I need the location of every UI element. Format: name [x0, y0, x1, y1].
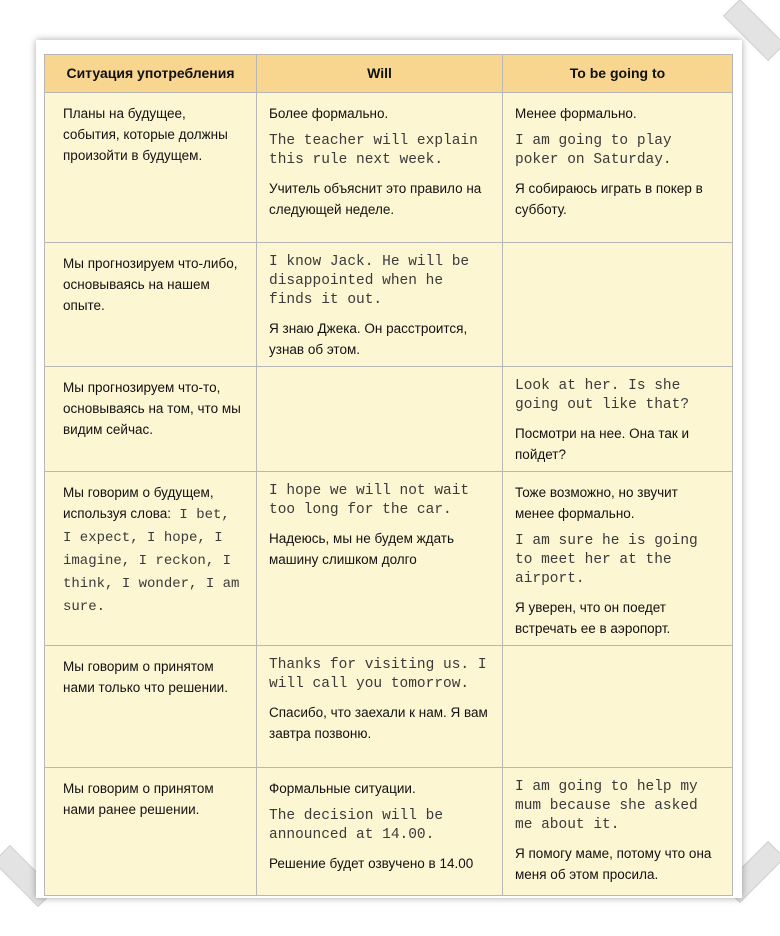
situation-word: I expect,: [63, 530, 139, 546]
table-row: [45, 93, 733, 243]
header-row: [45, 55, 733, 93]
will-example: The teacher will explain this rule next week.: [269, 133, 478, 168]
table-row: [45, 768, 733, 896]
table-row: [45, 646, 733, 768]
will-note: Формальные ситуации.: [269, 781, 416, 796]
going-cell-empty: [503, 243, 733, 367]
situation-cell: [45, 768, 257, 896]
will-cell: [257, 768, 503, 896]
header-will: Will: [257, 55, 503, 93]
table-row: [45, 472, 733, 646]
going-translation: Я собираюсь играть в покер в субботу.: [515, 181, 703, 217]
situation-cell: [45, 646, 257, 768]
grammar-table: [44, 54, 733, 896]
going-cell-empty: [503, 646, 733, 768]
will-translation: Надеюсь, мы не будем ждать машину слишком долго: [269, 531, 454, 567]
going-translation: Я помогу маме, потому что она меня об этом просила.: [515, 846, 712, 882]
situation-text: Мы говорим о будущем, используя слова:: [63, 485, 214, 521]
going-cell: [503, 768, 733, 896]
situation-text: Мы говорим о принятом нами ранее решении.: [63, 781, 214, 817]
header-going-to: To be going to: [503, 55, 733, 93]
going-translation: Посмотри на нее. Она так и пойдет?: [515, 426, 690, 462]
will-example: I hope we will not wait too long for the car.: [269, 483, 470, 518]
situation-cell: [45, 243, 257, 367]
going-example: I am going to help my mum because she asked me about it.: [515, 779, 698, 833]
situation-word: I imagine,: [63, 530, 223, 569]
situation-cell: [45, 93, 257, 243]
going-example: I am sure he is going to meet her at the airport.: [515, 533, 698, 587]
going-example: I am going to play poker on Saturday.: [515, 133, 672, 168]
will-cell: [257, 93, 503, 243]
situation-text: Планы на будущее, события, которые должны произойти в будущем.: [63, 106, 228, 163]
situation-word: I wonder,: [113, 576, 198, 592]
will-translation: Я знаю Джека. Он расстроится, узнав об этом.: [269, 321, 468, 357]
will-cell: [257, 243, 503, 367]
will-cell: [257, 646, 503, 768]
will-example: I know Jack. He will be disappointed when he finds it out.: [269, 254, 470, 308]
will-cell-empty: [257, 367, 503, 472]
going-cell: [503, 93, 733, 243]
going-cell: [503, 367, 733, 472]
table-row: [45, 367, 733, 472]
header-situation: Ситуация употребления: [45, 55, 257, 93]
going-translation: Я уверен, что он поедет встречать ее в аэропорт.: [515, 600, 671, 636]
will-note: Более формально.: [269, 106, 389, 121]
will-translation: Спасибо, что заехали к нам. Я вам завтра позвоню.: [269, 705, 488, 741]
going-note: Тоже возможно, но звучит менее формально.: [515, 485, 678, 521]
situation-text: Мы прогнозируем что-либо, основываясь на нашем опыте.: [63, 256, 238, 313]
situation-text: Мы говорим о принятом нами только что решении.: [63, 659, 228, 695]
situation-cell: [45, 472, 257, 646]
going-example: Look at her. Is she going out like that?: [515, 378, 690, 413]
situation-word: I reckon,: [130, 553, 215, 569]
situation-text: Мы прогнозируем что-то, основываясь на том, что мы видим сейчас.: [63, 380, 241, 437]
going-note: Менее формально.: [515, 106, 637, 121]
will-translation: Учитель объяснит это правило на следующей неделе.: [269, 181, 482, 217]
situation-word: I bet,: [171, 507, 230, 523]
going-cell: [503, 472, 733, 646]
will-example: Thanks for visiting us. I will call you tomorrow.: [269, 657, 487, 692]
will-translation: Решение будет озвучено в 14.00: [269, 856, 474, 871]
will-cell: [257, 472, 503, 646]
situation-cell: [45, 367, 257, 472]
paper-sheet: [36, 40, 742, 898]
table-row: [45, 243, 733, 367]
will-example: The decision will be announced at 14.00.: [269, 808, 444, 843]
situation-word: I hope,: [138, 530, 206, 546]
situation-word: I think,: [63, 553, 232, 592]
situation-word: I am sure.: [63, 576, 240, 615]
